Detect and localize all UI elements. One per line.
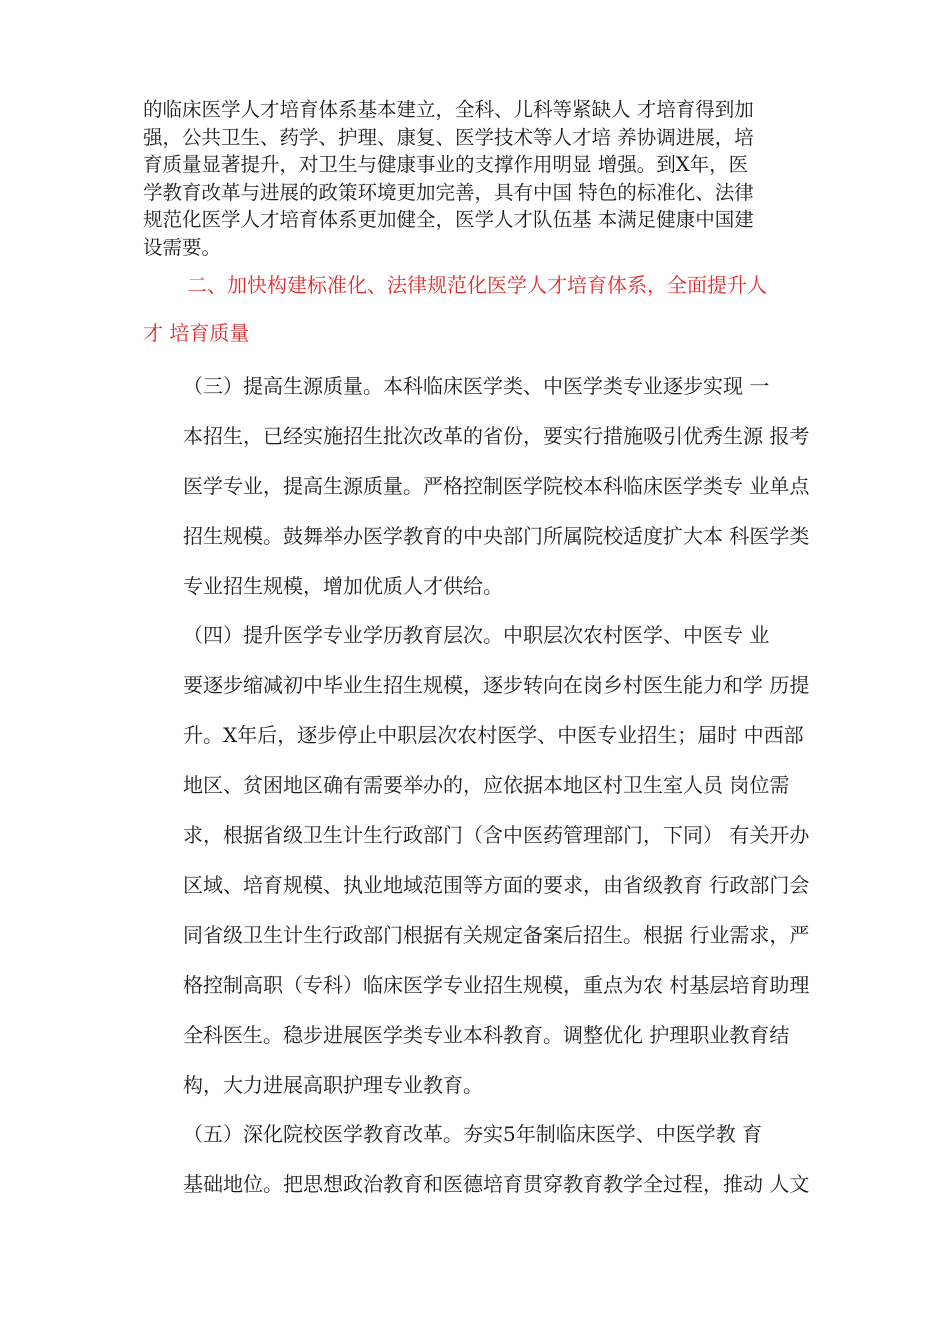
text-line: 地区、贫困地区确有需要举办的，应依据本地区村卫生室人员 岗位需 <box>183 773 790 797</box>
text-line: 本招生，已经实施招生批次改革的省份，要实行措施吸引优秀生源 报考 <box>183 424 810 448</box>
text-line: 招生规模。鼓舞举办医学教育的中央部门所属院校适度扩大本 科医学类 <box>183 524 810 548</box>
paragraph-raise-enrollment-quality <box>143 361 823 611</box>
intro-paragraph <box>143 96 823 261</box>
paragraph-deepen-reform <box>143 1109 823 1209</box>
text-line: 全科医生。稳步进展医学类专业本科教育。调整优化 护理职业教育结 <box>183 1023 790 1047</box>
text-line: 专业招生规模，增加优质人才供给。 <box>183 574 503 598</box>
text-line: 设需要。 <box>143 235 222 259</box>
section-heading-line-1: 二、加快构建标准化、法律规范化医学人才培育体系，全面提升人 <box>187 273 767 297</box>
text-line: 规范化医学人才培育体系更加健全，医学人才队伍基 本满足健康中国建 <box>143 208 754 231</box>
text-line: 构，大力进展高职护理专业教育。 <box>183 1073 483 1097</box>
text-line: 同省级卫生计生行政部门根据有关规定备案后招生。根据 行业需求，严 <box>183 923 810 947</box>
text-line: 求，根据省级卫生计生行政部门（含中医药管理部门，下同） 有关开办 <box>183 823 810 847</box>
text-line: 的临床医学人才培育体系基本建立，全科、儿科等紧缺人 才培育得到加 <box>143 98 754 121</box>
text-line: （五）深化院校医学教育改革。夯实5年制临床医学、中医学教 育 <box>183 1122 763 1146</box>
text-line: 强，公共卫生、药学、护理、康复、医学技术等人才培 养协调进展，培 <box>143 125 754 149</box>
text-line: （三）提高生源质量。本科临床医学类、中医学类专业逐步实现 一 <box>183 374 770 398</box>
text-line: 学教育改革与进展的政策环境更加完善，具有中国 特色的标准化、法律 <box>143 180 754 204</box>
text-line: 要逐步缩减初中毕业生招生规模，逐步转向在岗乡村医生能力和学 历提 <box>183 673 810 697</box>
text-line: 医学专业，提高生源质量。严格控制医学院校本科临床医学类专 业单点 <box>183 474 810 498</box>
text-line: 升。X年后，逐步停止中职层次农村医学、中医专业招生；届时 中西部 <box>183 723 804 747</box>
text-line: 区域、培育规模、执业地域范围等方面的要求，由省级教育 行政部门会 <box>183 873 810 897</box>
section-heading-line-2: 才 培育质量 <box>143 321 250 345</box>
paragraph-raise-education-level <box>143 610 823 1110</box>
text-line: 育质量显著提升，对卫生与健康事业的支撑作用明显 增强。到X年，医 <box>143 153 749 176</box>
text-line: 格控制高职（专科）临床医学专业招生规模，重点为农 村基层培育助理 <box>183 973 810 997</box>
text-line: （四）提升医学专业学历教育层次。中职层次农村医学、中医专 业 <box>183 623 770 647</box>
text-line: 基础地位。把思想政治教育和医德培育贯穿教育教学全过程，推动 人文 <box>183 1172 810 1196</box>
